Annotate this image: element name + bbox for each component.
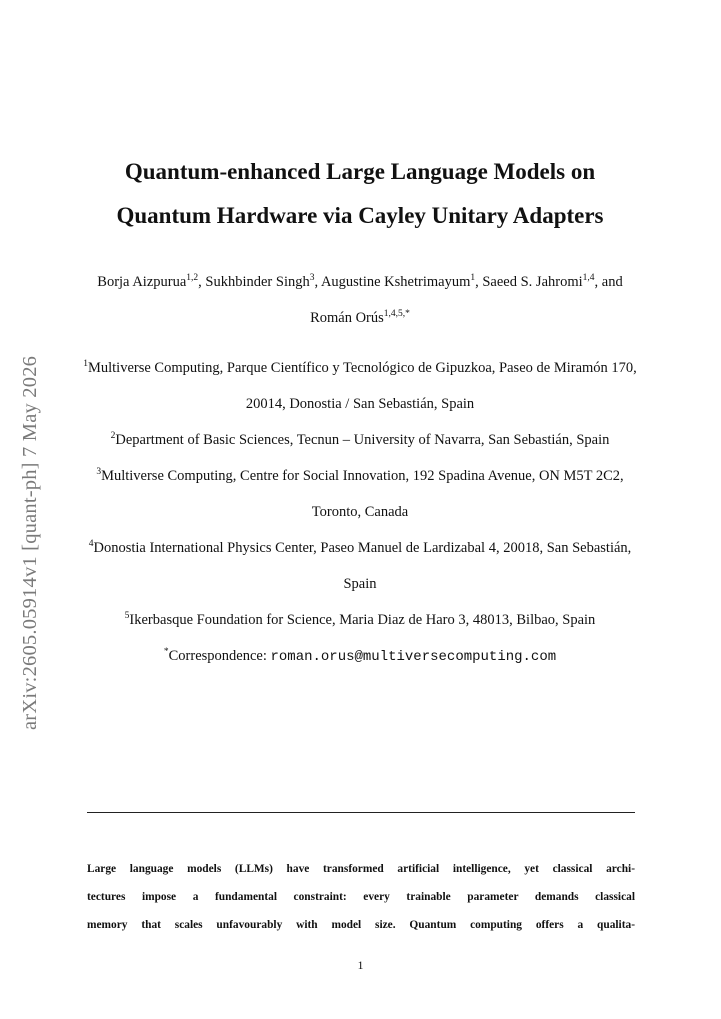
author: Saeed S. Jahromi$^{1,4}$, and: [482, 273, 623, 290]
affiliation: $^1$Multiverse Computing, Parque Científico y Tecnológico de Gipuzkoa, Paseo de Miramón 170, 20014, Donostia / San Sebastián, Spain: [83, 359, 637, 412]
section-divider: [87, 812, 635, 813]
abstract-line: Large language models (LLMs) have transformed artificial intelligence, yet classical archi-: [87, 863, 635, 875]
author: Sukhbinder Singh$^3$,: [205, 273, 321, 290]
page-number: 1: [357, 958, 364, 972]
abstract-line: memory that scales unfavourably with model size. Quantum computing offers a qualita-: [87, 919, 635, 931]
title-line-2: Quantum Hardware via Cayley Unitary Adapters: [116, 203, 604, 228]
abstract: [87, 855, 635, 939]
title-line-1: Quantum-enhanced Large Language Models on: [124, 159, 596, 184]
author: Borja Aizpurua$^{1,2}$,: [97, 273, 206, 290]
affiliation: $^2$Department of Basic Sciences, Tecnun – University of Navarra, San Sebastián, Spain: [110, 431, 610, 448]
affiliation-list: [80, 350, 640, 675]
arxiv-identifier-stamp: arXiv:2605.05914v1 [quant-ph] 7 May 2026: [19, 355, 41, 730]
abstract-line: tectures impose a fundamental constraint: every trainable parameter demands classical: [87, 891, 635, 903]
affiliation: $^5$Ikerbasque Foundation for Science, Maria Diaz de Haro 3, 48013, Bilbao, Spain: [124, 611, 596, 628]
author: Román Orús$^{1,4,5,*}$: [310, 309, 410, 326]
correspondence-email-link[interactable]: roman.orus@multiversecomputing.com: [270, 649, 557, 665]
paper-title: [70, 150, 650, 238]
author: Augustine Kshetrimayum$^1$,: [320, 273, 483, 290]
correspondence: *Correspondence: roman.orus@multiversecomputing.com: [163, 647, 557, 665]
author-list: [80, 264, 640, 336]
affiliation: $^4$Donostia International Physics Center, Paseo Manuel de Lardizabal 4, 20018, San Sebastián, Spain: [88, 539, 632, 592]
affiliation: $^3$Multiverse Computing, Centre for Social Innovation, 192 Spadina Avenue, ON M5T 2C2, Toronto, Canada: [96, 467, 624, 520]
